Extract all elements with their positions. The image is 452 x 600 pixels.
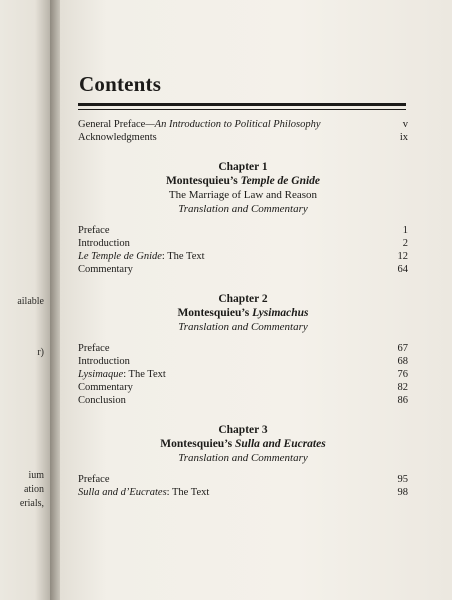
page-number: ix xyxy=(399,132,408,143)
left-page-fragment: ailable xyxy=(17,296,44,307)
toc-row[interactable]: Introduction 2 xyxy=(78,238,408,249)
page-title: Contents xyxy=(79,72,162,96)
contents-page xyxy=(60,0,452,600)
toc-row[interactable]: Lysimaque: The Text 76 xyxy=(78,369,408,380)
chapter-1-title: Montesquieu’s Temple de Gnide xyxy=(165,175,321,187)
left-page xyxy=(0,0,50,600)
chapter-3-title: Montesquieu’s Sulla and Eucrates xyxy=(160,438,326,450)
page-number: 68 xyxy=(397,356,408,367)
chapter-2-subtitle: Translation and Commentary xyxy=(178,321,308,333)
toc-row[interactable]: Commentary 82 xyxy=(78,382,408,393)
toc-row[interactable]: Le Temple de Gnide: The Text 12 xyxy=(78,251,408,262)
left-page-fragment: ium xyxy=(28,470,44,481)
page-number: v xyxy=(402,119,408,130)
chapter-1-subtitle-2: Translation and Commentary xyxy=(178,203,308,215)
page-number: 12 xyxy=(397,251,408,262)
chapter-3-number: Chapter 3 xyxy=(218,424,268,436)
page-number: 82 xyxy=(397,382,408,393)
chapter-2-number: Chapter 2 xyxy=(218,293,268,305)
page-number: 95 xyxy=(397,474,408,485)
toc-row[interactable]: Sulla and d’Eucrates: The Text 98 xyxy=(78,487,408,498)
page-number: 64 xyxy=(397,264,408,275)
toc-row[interactable]: Preface 1 xyxy=(78,225,408,236)
page-number: 76 xyxy=(397,369,408,380)
toc-row[interactable]: Preface 67 xyxy=(78,343,408,354)
toc-row[interactable]: Commentary 64 xyxy=(78,264,408,275)
title-rule-thin xyxy=(78,109,406,110)
toc-row-general-preface[interactable] xyxy=(78,118,408,131)
left-page-fragment: ation xyxy=(24,484,44,495)
page-number: 1 xyxy=(402,225,408,236)
entry-label: Acknowledgments xyxy=(78,132,157,143)
toc-row[interactable]: Conclusion 86 xyxy=(78,395,408,406)
title-rule-thick xyxy=(78,103,406,106)
chapter-1-subtitle: The Marriage of Law and Reason xyxy=(168,189,318,201)
table-of-contents xyxy=(78,118,408,499)
left-page-fragment: r) xyxy=(37,347,44,358)
toc-row-acknowledgments[interactable] xyxy=(78,131,408,144)
chapter-1-number: Chapter 1 xyxy=(218,161,268,173)
book-gutter xyxy=(50,0,60,600)
page-number: 98 xyxy=(397,487,408,498)
entry-label-italic: —An Introduction to Political Philosophy xyxy=(145,119,321,130)
toc-row[interactable]: Introduction 68 xyxy=(78,356,408,367)
toc-row[interactable]: Preface 95 xyxy=(78,474,408,485)
chapter-2-title: Montesquieu’s Lysimachus xyxy=(177,307,309,319)
page-number: 67 xyxy=(397,343,408,354)
left-page-fragment: erials, xyxy=(19,498,44,509)
page-number: 86 xyxy=(397,395,408,406)
entry-label: General Preface xyxy=(78,119,146,130)
page-number: 2 xyxy=(402,238,408,249)
chapter-3-subtitle: Translation and Commentary xyxy=(178,452,308,464)
